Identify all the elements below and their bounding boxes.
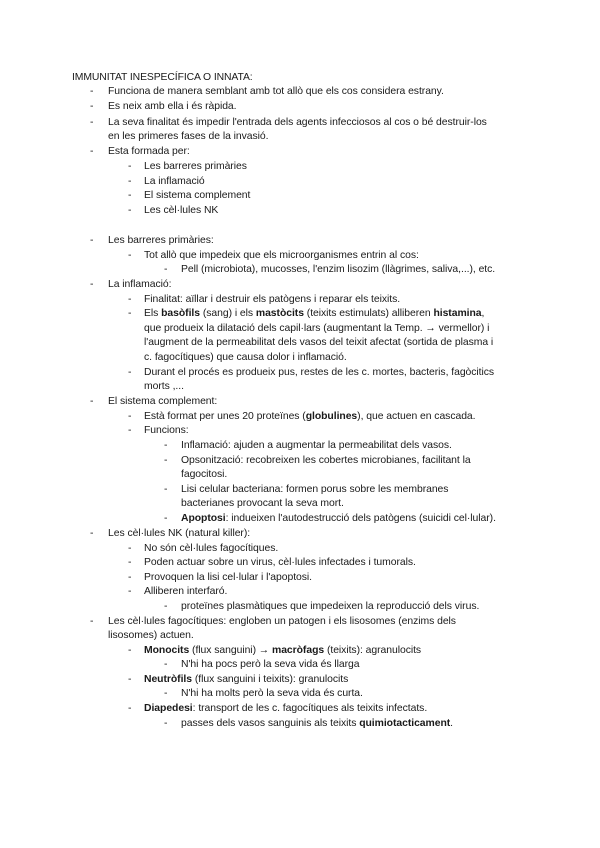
complement-function: Inflamació: ajuden a augmentar la permeabilitat dels vasos. bbox=[181, 440, 452, 451]
section-heading-fagocitiques: Les cèl·lules fagocítiques: engloben un patogen i els lisosomes (enzims dels bbox=[108, 616, 456, 627]
complement-function: Apoptosi: indueixen l'autodestrucció dels patògens (suicidi cel·lular). bbox=[181, 513, 496, 524]
page-title: IMMUNITAT INESPECÍFICA O INNATA: bbox=[72, 72, 253, 83]
bullet-dash: - bbox=[128, 161, 132, 172]
bullet-dash: - bbox=[164, 718, 168, 729]
fago-item-diapedesi: Diapedesi: transport de les c. fagocítiques als teixits infectats. bbox=[144, 703, 428, 714]
inflamacio-item-cont: c. fagocítiques) que causa dolor i inflamació. bbox=[144, 352, 347, 363]
bullet-dash: - bbox=[164, 484, 168, 495]
fago-item-monocits: Monocits (flux sanguini) → macròfags (teixits): agranulocits bbox=[144, 645, 422, 656]
intro-item: Es neix amb ella i és ràpida. bbox=[108, 101, 237, 112]
section-heading-complement: El sistema complement: bbox=[108, 396, 218, 407]
bullet-dash: - bbox=[128, 645, 132, 656]
complement-function: Opsonització: recobreixen les cobertes microbianes, facilitant la bbox=[181, 455, 471, 466]
complement-function-cont: bacterianes provocant la seva mort. bbox=[181, 498, 344, 509]
intro-item: Funciona de manera semblant amb tot allò que els cos considera estrany. bbox=[108, 86, 444, 97]
nk-item: Poden actuar sobre un virus, cèl·lules infectades i tumorals. bbox=[144, 557, 416, 568]
component-item: La inflamació bbox=[144, 176, 205, 187]
bullet-dash: - bbox=[164, 601, 168, 612]
intro-item: La seva finalitat és impedir l'entrada dels agents infecciosos al cos o bé destruir-los bbox=[108, 117, 487, 128]
barreres-item: Tot allò que impedeix que els microorganismes entrin al cos: bbox=[144, 250, 419, 261]
bullet-dash: - bbox=[128, 294, 132, 305]
component-item: El sistema complement bbox=[144, 190, 251, 201]
bullet-dash: - bbox=[128, 572, 132, 583]
bullet-dash: - bbox=[164, 659, 168, 670]
complement-item: Està format per unes 20 proteïnes (globulines), que actuen en cascada. bbox=[144, 411, 476, 422]
nk-item: Alliberen interfaró. bbox=[144, 586, 228, 597]
barreres-subitem: Pell (microbiota), mucosses, l'enzim lisozim (llàgrimes, saliva,...), etc. bbox=[181, 264, 496, 275]
bullet-dash: - bbox=[128, 411, 132, 422]
bullet-dash: - bbox=[128, 703, 132, 714]
bullet-dash: - bbox=[128, 367, 132, 378]
section-heading-barreres: Les barreres primàries: bbox=[108, 235, 214, 246]
bullet-dash: - bbox=[128, 674, 132, 685]
bullet-dash: - bbox=[90, 117, 94, 128]
bullet-dash: - bbox=[90, 396, 94, 407]
fago-subitem: passes dels vasos sanguinis als teixits quimiotacticament. bbox=[181, 718, 453, 729]
bullet-dash: - bbox=[90, 146, 94, 157]
nk-subitem: proteïnes plasmàtiques que impedeixen la reproducció dels virus. bbox=[181, 601, 480, 612]
inflamacio-item-cont: l'augment de la permeabilitat dels vasos del teixit afectat (sortida de plasma i bbox=[144, 337, 494, 348]
bullet-dash: - bbox=[90, 101, 94, 112]
inflamacio-item: Durant el procés es produeix pus, restes de les c. mortes, bacteris, fagòcitics bbox=[144, 367, 495, 378]
bullet-dash: - bbox=[128, 543, 132, 554]
bullet-dash: - bbox=[90, 235, 94, 246]
inflamacio-item-cont: que produeix la dilatació dels capil·lars (augmentant la Temp. → vermellor) i bbox=[144, 323, 490, 334]
section-heading-fagocitiques-cont: lisosomes) actuen. bbox=[108, 630, 194, 641]
bullet-dash: - bbox=[128, 190, 132, 201]
intro-item-cont: en les primeres fases de la invasió. bbox=[108, 131, 269, 142]
inflamacio-item: Finalitat: aïllar i destruir els patògens i reparar els teixits. bbox=[144, 294, 401, 305]
bullet-dash: - bbox=[164, 440, 168, 451]
intro-item: Esta formada per: bbox=[108, 146, 190, 157]
bullet-dash: - bbox=[90, 528, 94, 539]
inflamacio-item-cont: morts ,... bbox=[144, 381, 184, 392]
bullet-dash: - bbox=[128, 557, 132, 568]
bullet-dash: - bbox=[90, 86, 94, 97]
bullet-dash: - bbox=[128, 308, 132, 319]
bullet-dash: - bbox=[164, 264, 168, 275]
nk-item: No són cèl·lules fagocítiques. bbox=[144, 543, 279, 554]
bullet-dash: - bbox=[164, 455, 168, 466]
component-item: Les cèl·lules NK bbox=[144, 205, 219, 216]
fago-subitem: N'hi ha pocs però la seva vida és llarga bbox=[181, 659, 360, 670]
nk-item: Provoquen la lisi cel·lular i l'apoptosi. bbox=[144, 572, 313, 583]
bullet-dash: - bbox=[90, 616, 94, 627]
fago-subitem: N'hi ha molts però la seva vida és curta. bbox=[181, 688, 363, 699]
complement-item: Funcions: bbox=[144, 425, 189, 436]
complement-function-cont: fagocitosi. bbox=[181, 469, 228, 480]
bullet-dash: - bbox=[128, 586, 132, 597]
section-heading-inflamacio: La inflamació: bbox=[108, 279, 172, 290]
bullet-dash: - bbox=[90, 279, 94, 290]
component-item: Les barreres primàries bbox=[144, 161, 247, 172]
bullet-dash: - bbox=[128, 205, 132, 216]
bullet-dash: - bbox=[128, 176, 132, 187]
complement-function: Lisi celular bacteriana: formen porus sobre les membranes bbox=[181, 484, 449, 495]
bullet-dash: - bbox=[128, 425, 132, 436]
fago-item-neutrofils: Neutròfils (flux sanguini i teixits): granulocits bbox=[144, 674, 349, 685]
inflamacio-item: Els basòfils (sang) i els mastòcits (teixits estimulats) alliberen histamina, bbox=[144, 308, 485, 319]
bullet-dash: - bbox=[128, 250, 132, 261]
section-heading-nk: Les cèl·lules NK (natural killer): bbox=[108, 528, 251, 539]
bullet-dash: - bbox=[164, 513, 168, 524]
bullet-dash: - bbox=[164, 688, 168, 699]
